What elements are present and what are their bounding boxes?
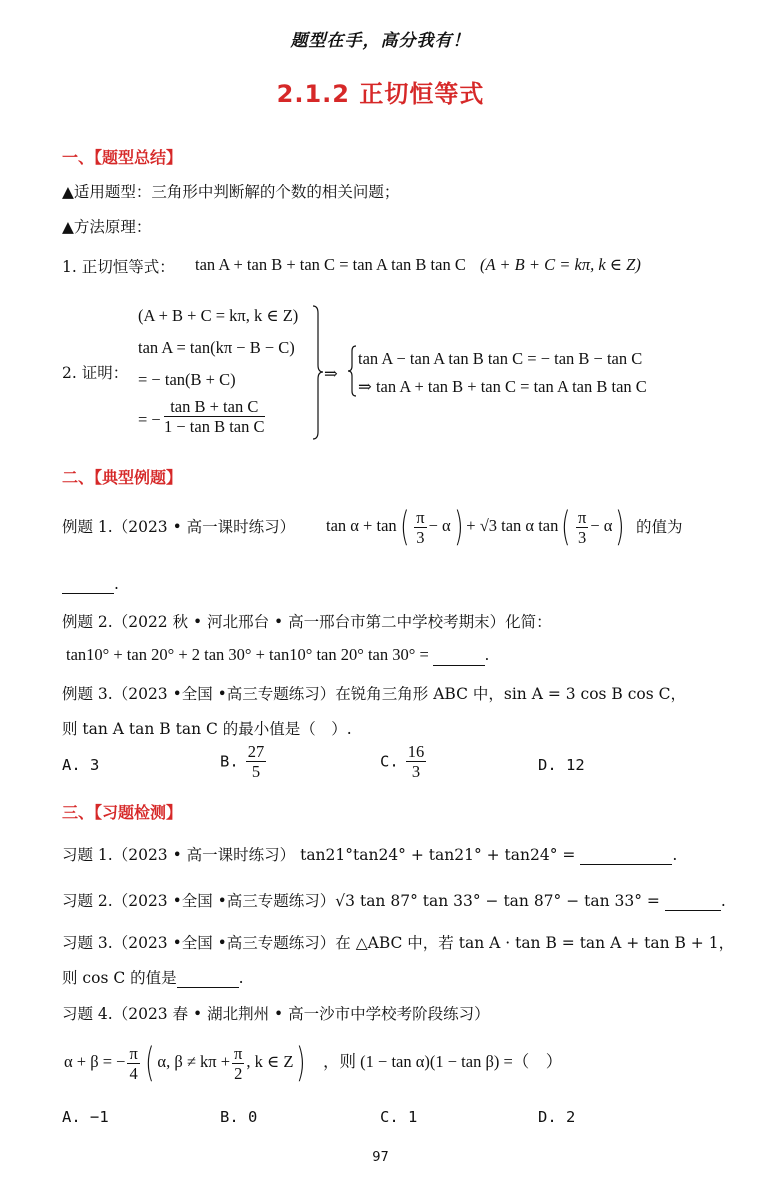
left-paren: ( — [144, 1040, 155, 1087]
fraction-numerator: 16 — [407, 742, 425, 761]
example-1-expression — [326, 502, 628, 550]
proof-line-1: (A + B + C = kπ, k ∈ Z) — [138, 306, 299, 325]
fraction-numerator: π — [416, 507, 425, 527]
proof-line-4: = − — [138, 410, 161, 429]
example-3-choice-a[interactable]: A. 3 — [62, 756, 100, 774]
period: . — [720, 892, 726, 910]
exercise-4-choice-d[interactable]: D. 2 — [538, 1108, 576, 1126]
answer-blank[interactable] — [177, 969, 239, 988]
fraction-denominator: 3 — [416, 527, 425, 547]
fraction-denominator: 3 — [578, 527, 587, 547]
period: . — [238, 969, 244, 987]
left-paren: ( — [561, 504, 571, 551]
fraction-denominator: 2 — [234, 1063, 243, 1083]
header-slogan: 题型在手，高分我有！ — [290, 31, 471, 51]
pi-over-2-fraction — [232, 1044, 244, 1083]
fraction-numerator: π — [234, 1043, 243, 1063]
choice-fraction — [406, 742, 427, 781]
exercise-3-line-2 — [62, 966, 244, 988]
answer-blank[interactable] — [580, 846, 672, 865]
choice-fraction — [246, 742, 267, 781]
identity-label: 1. 正切恒等式： — [62, 258, 175, 276]
example-3-line-1: 例题 3.（2023 •全国 •高三专题练习）在锐角三角形 ABC 中，sin A = 3 cos B cos C， — [62, 685, 686, 703]
exercise-4-choice-a[interactable]: A. −1 — [62, 1108, 109, 1126]
exercise-3-line-1: 习题 3.（2023 •全国 •高三专题练习）在 △ABC 中，若 tan A · tan B = tan A + tan B + 1， — [62, 934, 735, 952]
exercise-2-text: 习题 2.（2023 •全国 •高三专题练习）√3 tan 87° tan 33° − tan 87° − tan 33° = — [62, 892, 660, 910]
exercise-1 — [62, 843, 677, 865]
example-1-label: 例题 1.（2023 • 高一课时练习） — [62, 518, 296, 536]
example-2-label: 例题 2.（2022 秋 • 河北邢台 • 高一邢台市第二中学校考期末）化简： — [62, 613, 552, 631]
fraction-numerator: 27 — [247, 742, 265, 761]
right-paren: ) — [296, 1040, 306, 1087]
example-1-tail: 的值为 — [636, 518, 683, 536]
identity-condition: (A + B + C = kπ, k ∈ Z) — [480, 255, 641, 274]
fraction-numerator: π — [577, 507, 587, 527]
proof-fraction — [164, 397, 265, 436]
answer-blank[interactable] — [62, 575, 114, 594]
example-2-expression: tan10° + tan 20° + 2 tan 30° + tan10° tan 20° tan 30° = — [66, 645, 429, 664]
exercise-1-text: 习题 1.（2023 • 高一课时练习） tan21°tan24° + tan21° + tan24° = — [62, 846, 576, 864]
exercise-2 — [62, 889, 726, 911]
fraction-denominator: 4 — [129, 1063, 138, 1083]
exercise-4-part-c: , k ∈ Z — [246, 1052, 294, 1071]
minus-alpha: − α — [428, 516, 451, 535]
exercise-4-choice-b[interactable]: B. 0 — [220, 1108, 258, 1126]
example-1-part-a: tan α + tan — [326, 516, 397, 535]
exercise-4-part-b: α, β ≠ kπ + — [157, 1052, 231, 1071]
right-paren: ) — [453, 504, 464, 551]
proof-left-brace — [347, 345, 357, 397]
fraction-denominator: 3 — [411, 762, 421, 781]
exercise-3-text: 则 cos C 的值是 — [62, 969, 177, 987]
applicable-type: ▲适用题型：三角形中判断解的个数的相关问题； — [62, 183, 400, 201]
example-2-formula — [66, 645, 489, 666]
page-number: 97 — [372, 1150, 389, 1165]
proof-fraction-numerator: tan B + tan C — [164, 397, 265, 417]
minus-alpha: − α — [590, 516, 613, 535]
fraction-numerator: π — [129, 1043, 138, 1063]
answer-blank[interactable] — [665, 892, 721, 911]
proof-line-2: tan A = tan(kπ − B − C) — [138, 338, 295, 357]
exercise-4-choice-c[interactable]: C. 1 — [380, 1108, 418, 1126]
pi-over-3-fraction — [414, 508, 426, 547]
section-heading-examples: 二、【典型例题】 — [62, 468, 183, 487]
section-heading-exercises: 三、【习题检测】 — [62, 803, 183, 822]
exercise-4-line-1: 习题 4.（2023 春 • 湖北荆州 • 高一沙市中学校考阶段练习） — [62, 1005, 490, 1023]
pi-over-4-fraction — [127, 1044, 139, 1083]
answer-blank[interactable] — [433, 645, 485, 666]
exercise-4-part-d: ，则 (1 − tan α)(1 − tan β) =（ ） — [323, 1052, 563, 1071]
identity-formula: tan A + tan B + tan C = tan A tan B tan C — [195, 255, 466, 274]
pi-over-3-fraction — [576, 508, 588, 547]
right-paren: ) — [615, 504, 625, 551]
example-3-choice-b[interactable] — [220, 742, 268, 781]
section-heading-summary: 一、【题型总结】 — [62, 148, 183, 167]
proof-result-2: ⇒ tan A + tan B + tan C = tan A tan B tan C — [358, 377, 647, 396]
proof-right-brace — [312, 305, 324, 440]
proof-result-1: tan A − tan A tan B tan C = − tan B − tan C — [358, 349, 643, 368]
period: . — [672, 846, 678, 864]
example-3-choice-d[interactable]: D. 12 — [538, 756, 585, 774]
proof-label: 2. 证明： — [62, 364, 129, 382]
proof-line-3: = − tan(B + C) — [138, 370, 236, 389]
choice-label: B. — [220, 752, 239, 771]
example-1-part-b: + √3 tan α tan — [466, 516, 559, 535]
choice-label: C. — [380, 752, 399, 771]
page-title: 2.1.2 正切恒等式 — [276, 80, 485, 108]
proof-fraction-denominator: 1 − tan B tan C — [164, 417, 265, 436]
proof-implies-arrow: ⇒ — [324, 364, 338, 383]
left-paren: ( — [399, 504, 410, 551]
example-1-answer-line — [62, 575, 119, 594]
fraction-denominator: 5 — [251, 762, 261, 781]
exercise-4-part-a: α + β = − — [64, 1052, 126, 1071]
period: . — [114, 575, 119, 593]
example-3-choice-c[interactable] — [380, 742, 428, 781]
period: . — [484, 645, 490, 664]
exercise-4-expression — [64, 1038, 562, 1086]
method-principle: ▲方法原理： — [62, 218, 152, 236]
example-3-line-2: 则 tan A tan B tan C 的最小值是（ ）. — [62, 720, 352, 738]
